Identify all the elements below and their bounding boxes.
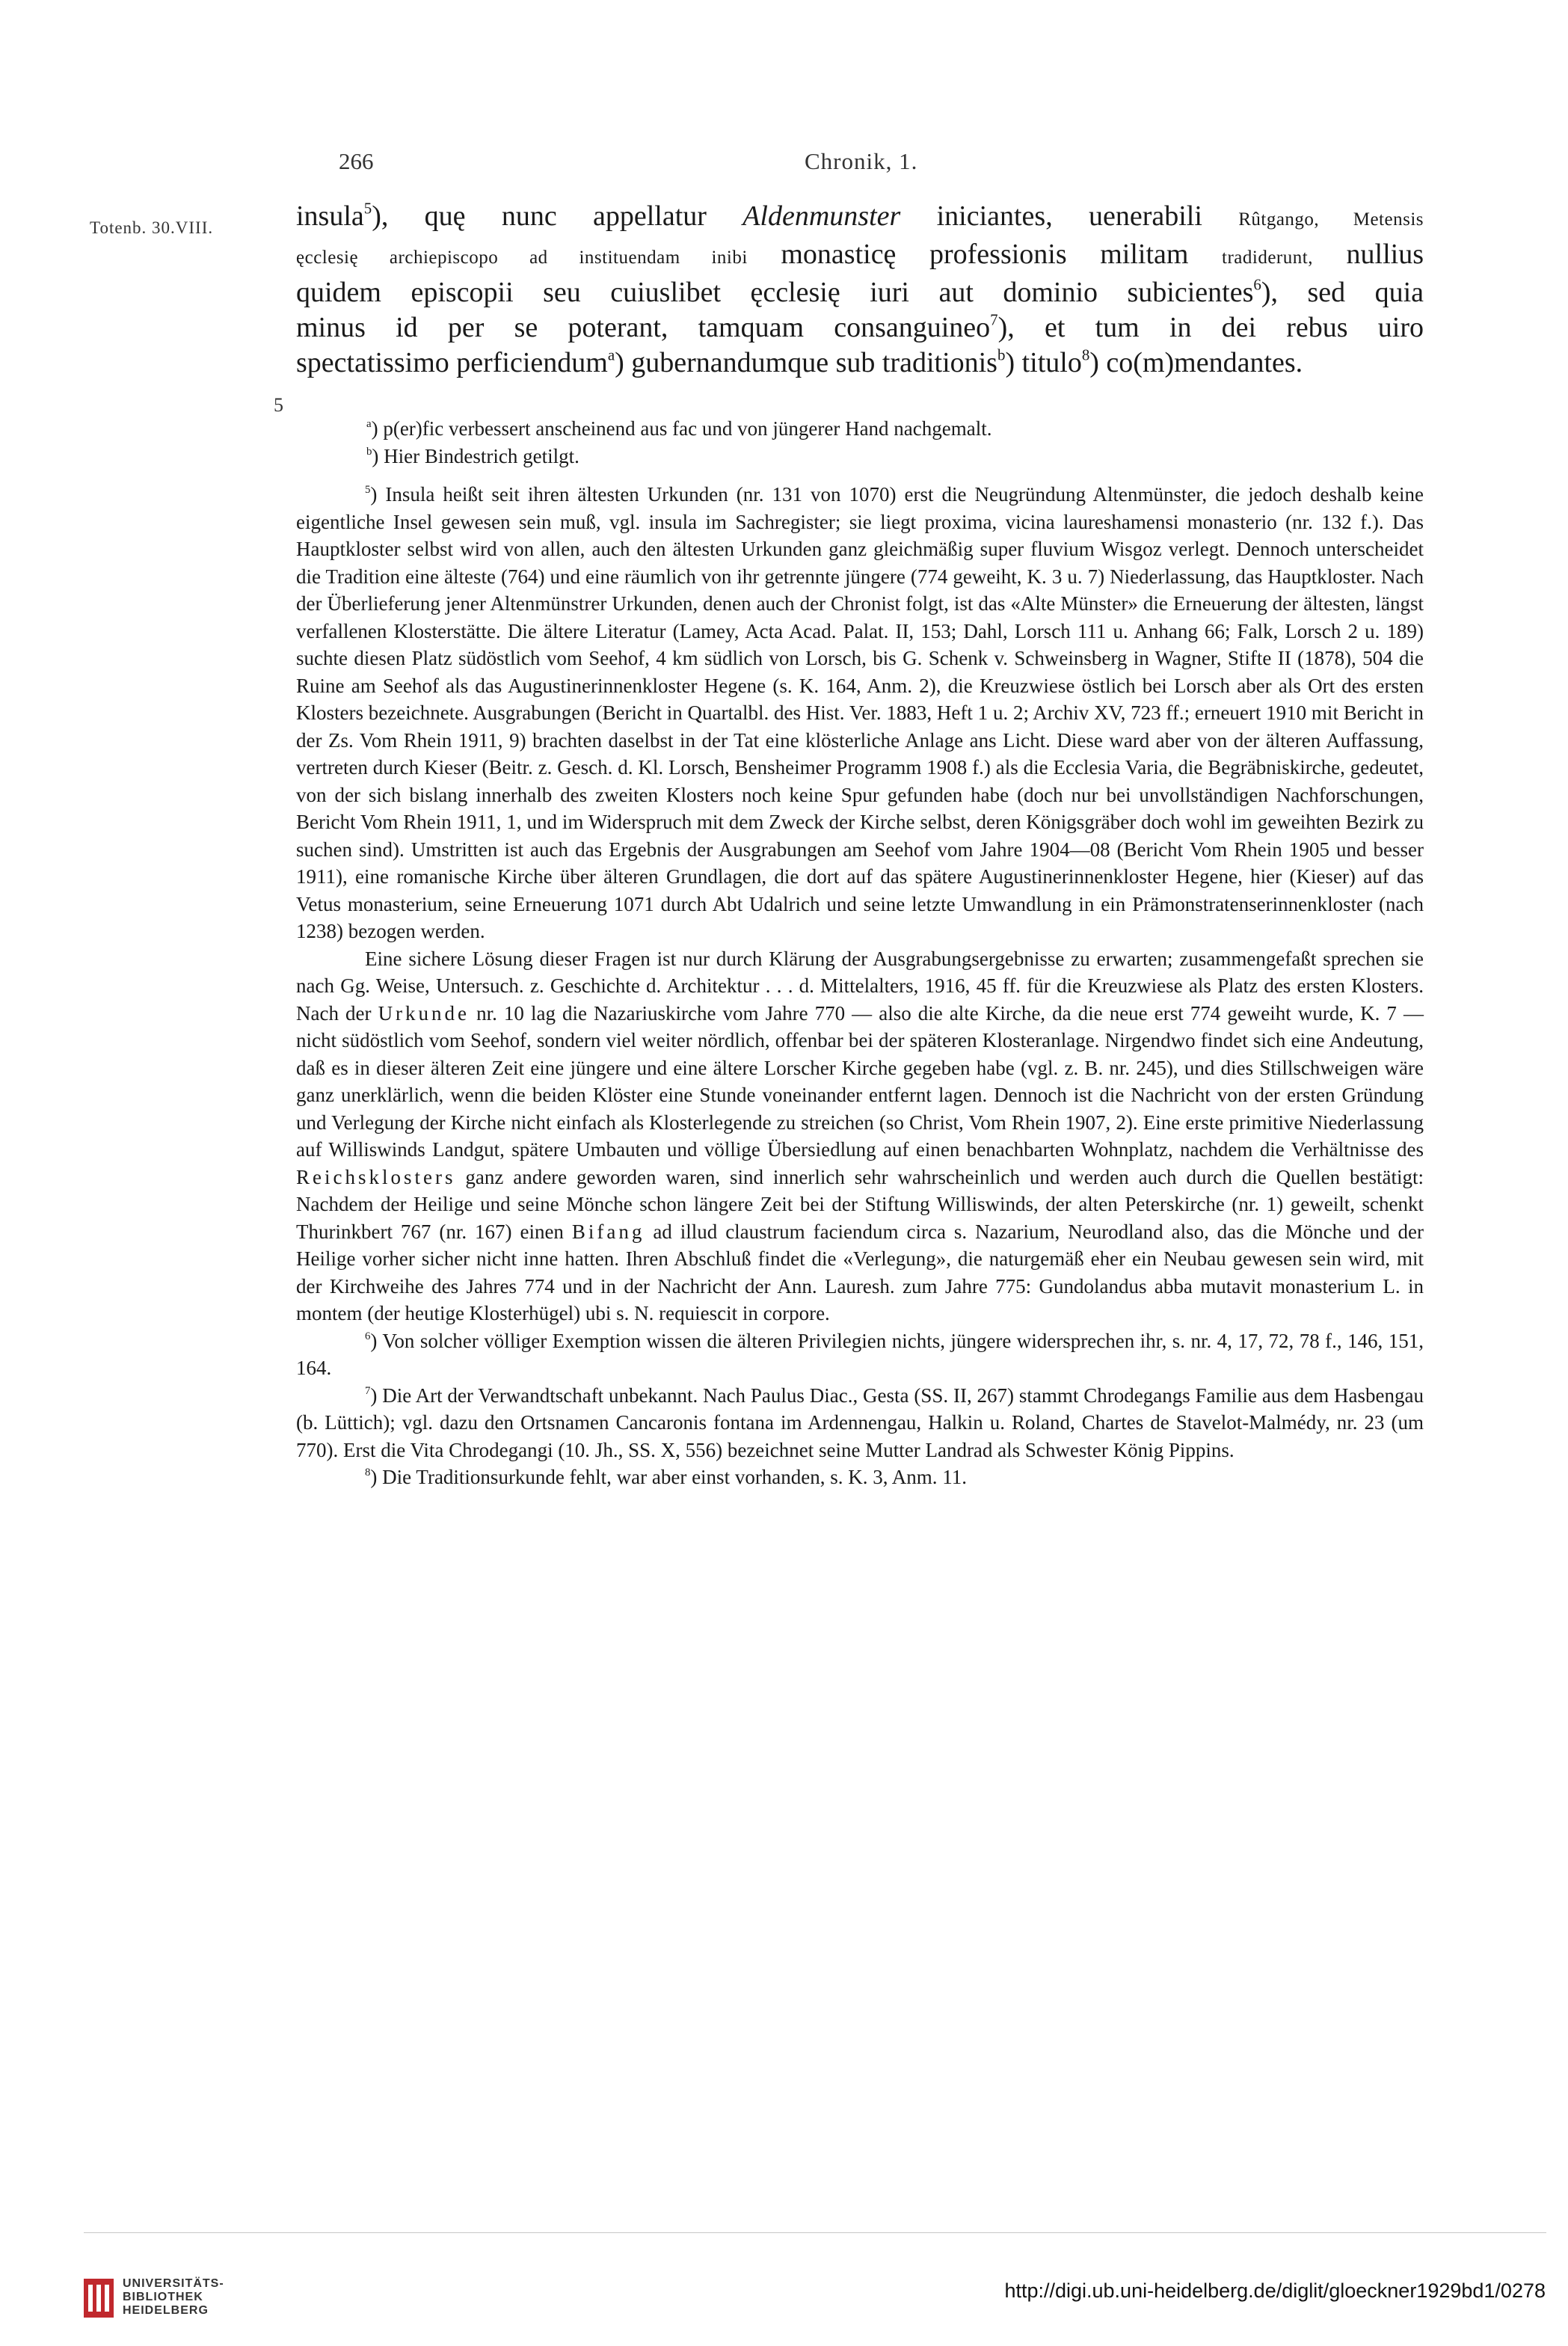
university-library-logo [84, 2279, 114, 2318]
page-footer [0, 2232, 1568, 2346]
source-url-link[interactable]: http://digi.ub.uni-heidelberg.de/diglit/gloeckner1929bd1/0278 [1004, 2279, 1546, 2302]
chronicle-line: spectatissimo perficiendum$^a$) gubernandumque sub traditionis$^b$) titulo$^8$) co(m)mendantes. [296, 346, 1303, 378]
page-header [0, 148, 1568, 185]
chronicle-line: quidem episcopii seu cuiuslibet ęcclesię iuri aut dominio subicientes$^6$), sed quia [296, 275, 1424, 308]
page-number: 266 [339, 148, 374, 174]
library-name: UNIVERSITÄTS- BIBLIOTHEK HEIDELBERG [123, 2277, 224, 2317]
footnote-5: $^5$) Insula heißt seit ihren ältesten Urkunden (nr. 131 von 1070) erst die Neugründung Altenmünster, die jedoch deshalb keine eigentliche Insel gewesen sein muß, vgl. insula im Sachregister; sie liegt proxima, vicina laureshamensi monasterio (nr. 132 f.). Das Hauptkloster selbst wird von allen, auch den ältesten Urkunden ganz gleichmäßig super fluvium Wisgoz verlegt. Dennoch unterscheidet die Tradition eine älteste (764) und eine räumlich von ihr getrennte jüngere (774 geweiht, K. 3 u. 7) Niederlassung, das Hauptkloster. Nach der Überlieferung jener Altenmünstrer Urkunden, denen auch der Chronist folgt, ist das «Alte Münster» die Erneuerung der ältesten, längst verfallenen Klosterstätte. Die ältere Literatur (Lamey, Acta Acad. Palat. II, 153; Dahl, Lorsch 111 u. Anhang 66; Falk, Lorsch 2 u. 189) suchte diesen Platz südöstlich vom Seehof, 4 km südlich von Lorsch, bis G. Schenk v. Schweinsberg in Wagner, Stifte II (1878), 504 die Ruine am Seehof als das Augustinerinnenkloster Hegene (s. K. 164, Anm. 2), die Kreuzwiese östlich bei Lorsch aber als Ort des ersten Klosters bezeichnete. Ausgrabungen (Bericht in Quartalbl. des Hist. Ver. 1883, Heft 1 u. 2; Archiv XV, 723 ff.; erneuert 1910 mit Bericht in der Zs. Vom Rhein 1911, 9) brachten daselbst in der Tat eine klösterliche Anlage ans Licht. Diese ward aber von der älteren Auffassung, vertreten durch Kieser (Beitr. z. Gesch. d. Kl. Lorsch, Bensheimer Programm 1908 f.) als die Ecclesia Varia, die Begräbniskirche, gedeutet, von der sich bislang innerhalb des zweiten Klosters noch keine Spur gefunden habe (doch nur bei unvollständigen Nachforschungen, Bericht Vom Rhein 1911, 1, und im Widerspruch mit dem Zweck der Kirche selbst, deren Königsgräber doch wohl im geweihten Bezirk zu suchen sind). Umstritten ist auch das Ergebnis der Ausgrabungen am Seehof vom Jahre 1904—08 (Bericht Vom Rhein 1905 und besser 1911), eine romanische Kirche über älteren Grundlagen, die dort auf das spätere Augustinerinnenkloster Hegene, hier (Kieser) auf das Vetus monasterium, seine Erneuerung 1071 durch Abt Udalrich und seine letzte Umwandlung in ein Prämonstratenserinnenkloster (nach 1238) bezogen werden. [296, 483, 1424, 942]
chronicle-text [296, 199, 1424, 381]
chronicle-line: ęcclesię archiepiscopo ad instituendam inibi monasticę professionis militam tradiderunt, nullius [296, 239, 1424, 270]
line-number: 5 [274, 394, 283, 416]
running-title: Chronik, 1. [805, 148, 918, 174]
footer-divider [84, 2232, 1546, 2233]
footnote-6: $^6$) Von solcher völliger Exemption wissen die älteren Privilegien nichts, jüngere widersprechen ihr, s. nr. 4, 17, 72, 78 f., 146, 151, 164. [296, 1329, 1424, 1379]
critical-apparatus [366, 415, 1413, 470]
commentary-notes [296, 481, 1424, 1491]
footnote-5-continued: Eine sichere Lösung dieser Fragen ist nur durch Klärung der Ausgrabungsergebnisse zu erwarten; zusammengefaßt sprechen sie nach Gg. Weise, Untersuch. z. Geschichte d. Architektur . . . d. Mittelalters, 1916, 45 ff. für die Kreuzwiese als Platz des ersten Klosters. Nach der Urkunde nr. 10 lag die Nazariuskirche vom Jahre 770 — also die alte Kirche, da die neue erst 774 geweiht wurde, K. 7 — nicht südöstlich vom Seehof, sondern viel weiter nördlich, offenbar bei der späteren Klosteranlage. Nirgendwo findet sich eine Andeutung, daß es in dieser älteren Zeit eine jüngere und eine ältere Lorscher Kirche gegeben habe (vgl. z. B. nr. 245), und dies Stillschweigen wäre ganz unerklärlich, wenn die beiden Klöster eine Stunde voneinander entfernt lagen. Dennoch ist die Nachricht von der ersten Gründung und Verlegung der Kirche nicht einfach als Klosterlegende zu streichen (so Christ, Vom Rhein 1907, 2). Eine erste primitive Niederlassung auf Williswinds Landgut, spätere Umbauten und völlige Übersiedlung auf einen benachbarten Wohnplatz, nachdem die Verhältnisse des Reichsklosters ganz andere geworden waren, sind innerlich sehr wahrscheinlich und werden auch durch die Quellen bestätigt: Nachdem der Heilige und seine Mönche schon längere Zeit bei der Stiftung Williswinds, der alten Peterskirche (nr. 1) geweilt, schenkt Thurinkbert 767 (nr. 167) einen Bifang ad illud claustrum faciendum circa s. Nazarium, Neurodland also, das die Mönche und der Heilige vorher sicher nicht inne hatten. Ihren Abschluß findet die «Verlegung», die naturgemäß eher ein Neubau gewesen sein wird, mit der Kirchweihe des Jahres 774 und in der Nachricht der Ann. Lauresh. zum Jahre 775: Gundolandus abba mutavit monasterium L. in montem (der heutige Klosterhügel) ubi s. N. requiescit in corpore. [296, 947, 1424, 1324]
apparatus-note: $^a$) p(er)fic verbessert anscheinend aus fac und von jüngerer Hand nachgemalt. [366, 417, 992, 440]
footnote-7: $^7$) Die Art der Verwandtschaft unbekannt. Nach Paulus Diac., Gesta (SS. II, 267) stammt Chrodegangs Familie aus dem Hasbengau (b. Lüttich); vgl. dazu den Ortsnamen Cancaronis fontana im Ardennengau, Halkin u. Roland, Chartes de Stavelot-Malmédy, nr. 23 (um 770). Erst die Vita Chrodegangi (10. Jh., SS. X, 556) bezeichnet seine Mutter Landrad als Schwester König Pippins. [296, 1384, 1424, 1461]
chronicle-line: minus id per se poterant, tamquam consanguineo$^7$), et tum in dei rebus uiro [296, 310, 1424, 343]
chronicle-line: insula$^5$), quę nunc appellatur Aldenmunster iniciantes, uenerabili Rûtgango, Metensis [296, 199, 1424, 232]
apparatus-note: $^b$) Hier Bindestrich getilgt. [366, 445, 579, 467]
footnote-8: $^8$) Die Traditionsurkunde fehlt, war aber einst vorhanden, s. K. 3, Anm. 11. [365, 1466, 968, 1488]
margin-note-totenbuch: Totenb. 30.VIII. [90, 218, 214, 237]
